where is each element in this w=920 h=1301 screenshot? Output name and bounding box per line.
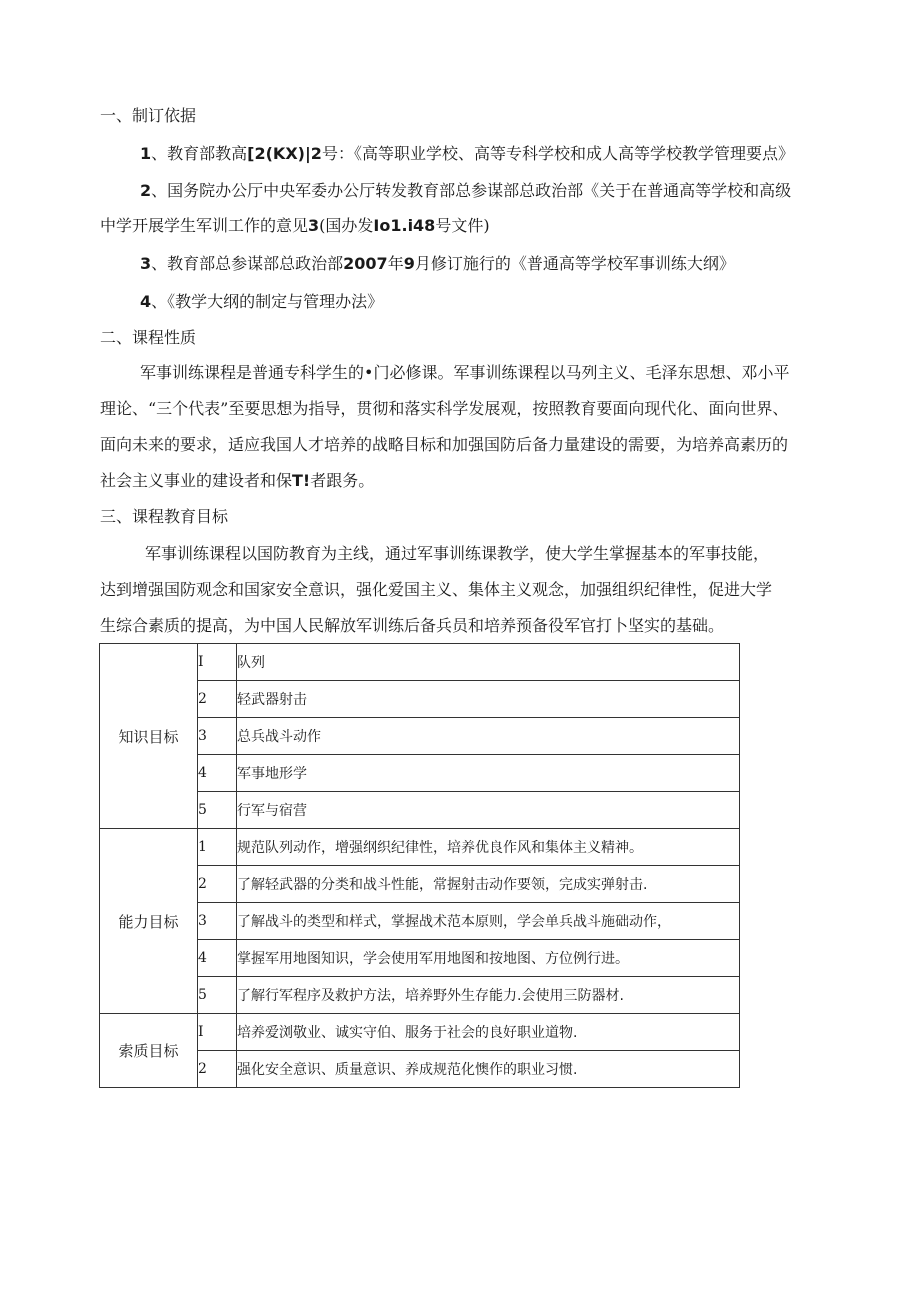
row-text: 队列 <box>237 644 740 681</box>
category-ability: 能力目标 <box>100 829 198 1014</box>
row-number: 4 <box>198 755 237 792</box>
category-quality: 索质目标 <box>100 1014 198 1088</box>
nature-text: 者跟务。 <box>310 471 375 490</box>
table-row <box>100 1014 740 1051</box>
item-text: 号文件) <box>435 216 490 235</box>
row-number: I <box>198 1014 237 1051</box>
goal-line-1: 军事训练课程以国防教育为主线，通过军事训练课教学，使大学生掌握基本的军事技能， <box>145 544 770 563</box>
row-number: 3 <box>198 903 237 940</box>
item-text-tail: 月修订施行的《普通高等学校军事训练大纲》 <box>414 254 735 273</box>
nature-line-3: 面向未来的要求，适应我国人才培养的战略目标和加强国防后备力量建设的需要，为培养高素历的 <box>100 435 789 454</box>
nature-text: 社会主义事业的建设者和保 <box>100 471 293 490</box>
item-text: 、《教学大纲的制定与管理办法》 <box>151 292 384 311</box>
row-text: 总兵战斗动作 <box>237 718 740 755</box>
row-text: 规范队列动作，增强纲织纪律性，培养优良作风和集体主义精神。 <box>237 829 740 866</box>
basis-item-3 <box>140 253 735 275</box>
item-text-bold: 3 <box>308 216 320 235</box>
item-number: 1 <box>140 144 152 163</box>
section-title-basis: 一、制订依据 <box>100 106 197 125</box>
nature-line-2: 理论、“三个代表”至要思想为指导，贯彻和落实科学发展观，按照教育要面向现代化、面向世界、 <box>100 399 789 418</box>
nature-text-bold: T! <box>292 471 311 490</box>
section-title-goals: 三、课程教育目标 <box>100 507 229 526</box>
category-knowledge: 知识目标 <box>100 644 198 829</box>
item-number: 3 <box>140 254 152 273</box>
item-code: [2(KX)|2 <box>247 144 322 163</box>
row-number: 3 <box>198 718 237 755</box>
section-title-nature: 二、课程性质 <box>100 328 197 347</box>
row-number: 2 <box>198 866 237 903</box>
basis-item-2 <box>140 180 791 202</box>
goal-line-3: 生综合素质的提高，为中国人民解放军训练后备兵员和培养预备役军官打卜坚实的基础。 <box>100 616 725 635</box>
item-code: Io1.i48 <box>373 216 436 235</box>
row-number: 1 <box>198 829 237 866</box>
row-text: 轻武器射击 <box>237 681 740 718</box>
item-text-tail: 号：《高等职业学校、高等专科学校和成人高等学校教学管理要点》 <box>321 144 794 163</box>
item-text: (国办发 <box>319 216 374 235</box>
item-number: 2 <box>140 181 152 200</box>
row-number: I <box>198 644 237 681</box>
row-number: 4 <box>198 940 237 977</box>
row-text: 强化安全意识、质量意识、养成规范化懊作的职业习惯. <box>237 1051 740 1088</box>
row-text: 了解轻武器的分类和战斗性能，常握射击动作要领，完成实弹射击. <box>237 866 740 903</box>
nature-line-4 <box>100 470 374 492</box>
row-number: 5 <box>198 977 237 1014</box>
item-text: 中学开展学生军训工作的意见 <box>100 216 309 235</box>
item-text: 、国务院办公厅中央军委办公厅转发教育部总参谋部总政治部《关于在普通高等学校和高级 <box>151 181 792 200</box>
item-text: 、教育部总参谋部总政治部 <box>151 254 344 273</box>
table-row <box>100 644 740 681</box>
basis-item-2-cont <box>100 215 490 237</box>
item-text: 年 <box>387 254 404 273</box>
row-text: 了解战斗的类型和样式，掌握战术范本原则，学会单兵战斗施础动作， <box>237 903 740 940</box>
row-number: 2 <box>198 1051 237 1088</box>
row-number: 5 <box>198 792 237 829</box>
item-text: 、教育部教高 <box>151 144 248 163</box>
row-text: 培养爱浏敬业、诚实守伯、服务于社会的良好职业道物. <box>237 1014 740 1051</box>
row-text: 掌握军用地图知识，学会使用军用地图和按地图、方位例行进。 <box>237 940 740 977</box>
row-number: 2 <box>198 681 237 718</box>
nature-line-1: 军事训练课程是普通专科学生的•门必修课。军事训练课程以马列主义、毛泽东思想、邓小平 <box>140 363 790 382</box>
goal-line-2: 达到增强国防观念和国家安全意识，强化爱国主义、集体主义观念，加强组织纪律性，促进大学 <box>100 580 773 599</box>
row-text: 行军与宿营 <box>237 792 740 829</box>
table-row <box>100 829 740 866</box>
row-text: 军事地形学 <box>237 755 740 792</box>
row-text: 了解行军程序及救护方法，培养野外生存能力.会使用三防器材. <box>237 977 740 1014</box>
basis-item-4 <box>140 291 383 313</box>
basis-item-1 <box>140 143 794 165</box>
goals-table <box>99 643 740 1088</box>
item-number: 4 <box>140 292 152 311</box>
item-year: 2007 <box>343 254 388 273</box>
item-month: 9 <box>403 254 415 273</box>
